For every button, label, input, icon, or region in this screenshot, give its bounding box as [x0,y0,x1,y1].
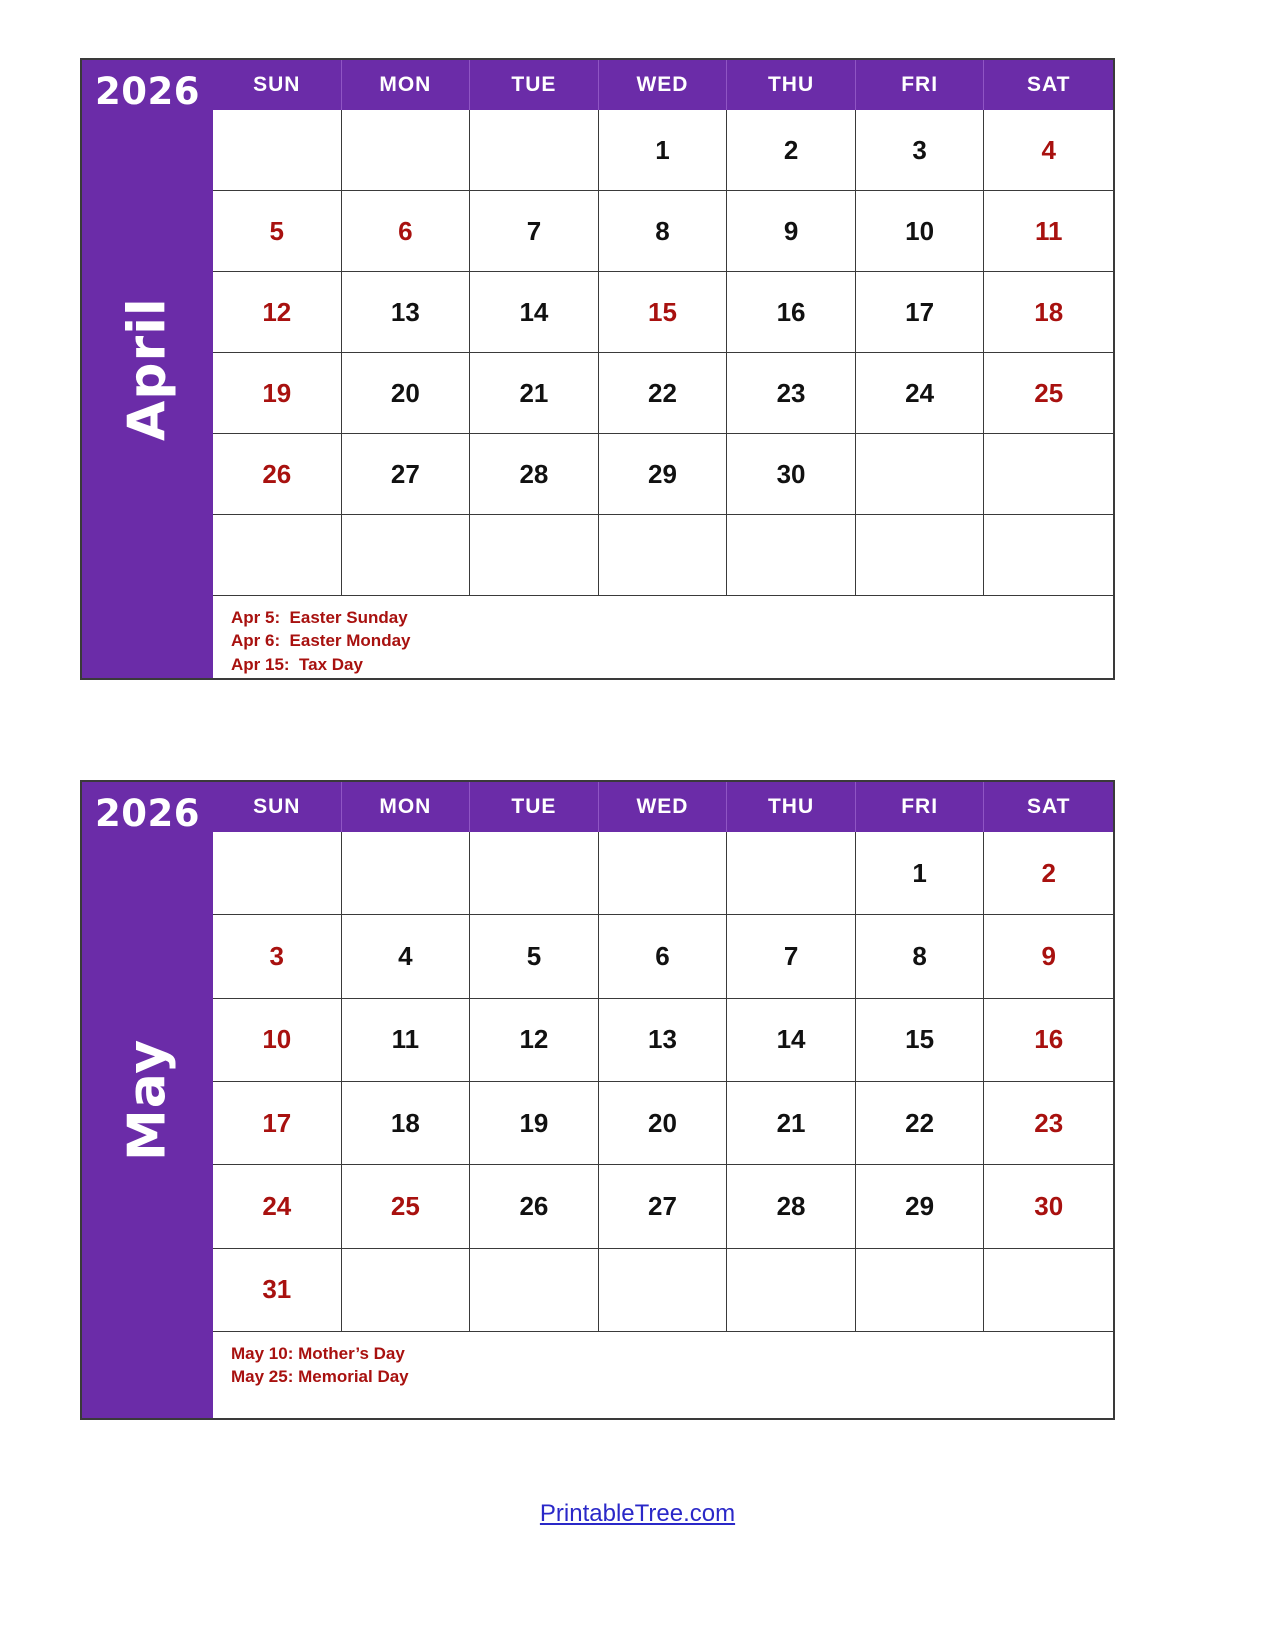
day-cell[interactable]: 20 [599,1082,728,1165]
day-cell[interactable] [856,515,985,596]
day-cell[interactable]: 7 [727,915,856,998]
day-cell[interactable]: 16 [727,272,856,353]
week-row [213,272,1113,353]
weekday-wed: WED [599,60,728,110]
holiday-notes-may [213,1332,1113,1418]
day-cell[interactable]: 11 [342,999,471,1082]
footer [0,1500,1275,1528]
day-cell[interactable]: 17 [213,1082,342,1165]
day-cell[interactable]: 7 [470,191,599,272]
day-cell[interactable]: 31 [213,1249,342,1332]
footer-link[interactable]: PrintableTree.com [539,1500,736,1527]
day-cell[interactable]: 5 [213,191,342,272]
day-cell[interactable]: 27 [342,434,471,515]
day-cell[interactable]: 15 [599,272,728,353]
day-cell[interactable]: 27 [599,1165,728,1248]
day-cell[interactable]: 21 [470,353,599,434]
day-cell[interactable] [727,832,856,915]
day-cell[interactable]: 28 [727,1165,856,1248]
month-name-may: May [117,1038,178,1162]
day-cell[interactable] [470,515,599,596]
week-row [213,1165,1113,1248]
day-cell[interactable]: 30 [984,1165,1113,1248]
day-cell[interactable]: 28 [470,434,599,515]
holiday-note: May 25: Memorial Day [231,1367,409,1387]
week-row [213,434,1113,515]
week-row [213,999,1113,1082]
week-row [213,191,1113,272]
day-cell[interactable]: 29 [856,1165,985,1248]
day-cell[interactable]: 20 [342,353,471,434]
weekday-fri: FRI [856,60,985,110]
day-cell[interactable]: 1 [599,110,728,191]
day-cell[interactable]: 4 [984,110,1113,191]
week-rows-april [213,110,1113,596]
month-sidebar-may [82,782,213,1418]
day-cell[interactable]: 2 [727,110,856,191]
day-cell[interactable] [213,110,342,191]
week-row [213,1082,1113,1165]
calendar-grid-april [213,60,1113,678]
day-cell[interactable]: 8 [856,915,985,998]
day-cell[interactable] [856,1249,985,1332]
week-row [213,915,1113,998]
week-row [213,1249,1113,1332]
day-cell[interactable]: 9 [727,191,856,272]
weekday-mon: MON [342,60,471,110]
day-cell[interactable]: 9 [984,915,1113,998]
holiday-note: May 10: Mother’s Day [231,1344,405,1363]
holiday-note: Apr 15: Tax Day [231,654,363,674]
weekday-thu: THU [727,60,856,110]
day-cell[interactable]: 26 [470,1165,599,1248]
calendar-grid-may [213,782,1113,1418]
day-cell[interactable]: 22 [856,1082,985,1165]
day-cell[interactable]: 3 [856,110,985,191]
day-cell[interactable] [470,110,599,191]
day-cell[interactable]: 16 [984,999,1113,1082]
holiday-notes-april [213,596,1113,678]
holiday-note: Apr 6: Easter Monday [231,631,411,651]
month-name-april: April [117,297,178,441]
day-cell[interactable]: 24 [856,353,985,434]
day-cell[interactable] [470,1249,599,1332]
day-cell[interactable]: 15 [856,999,985,1082]
day-cell[interactable]: 17 [856,272,985,353]
day-cell[interactable] [213,832,342,915]
day-cell[interactable]: 29 [599,434,728,515]
day-cell[interactable]: 21 [727,1082,856,1165]
weekday-fri: FRI [856,782,985,832]
day-cell[interactable] [470,832,599,915]
day-cell[interactable]: 2 [984,832,1113,915]
holiday-note: Apr 5: Easter Sunday [231,608,408,627]
year-label-april: 2026 [95,70,200,113]
day-cell[interactable]: 12 [470,999,599,1082]
day-cell[interactable] [856,434,985,515]
weekday-sun: SUN [213,60,342,110]
day-cell[interactable]: 8 [599,191,728,272]
weekday-tue: TUE [470,60,599,110]
day-cell[interactable]: 14 [470,272,599,353]
day-cell[interactable] [727,515,856,596]
day-cell[interactable]: 1 [856,832,985,915]
day-cell[interactable]: 23 [984,1082,1113,1165]
day-cell[interactable] [599,832,728,915]
weekday-header-may [213,782,1113,832]
day-cell[interactable]: 23 [727,353,856,434]
day-cell[interactable] [342,515,471,596]
day-cell[interactable]: 25 [984,353,1113,434]
week-row [213,515,1113,596]
day-cell[interactable]: 10 [213,999,342,1082]
weekday-tue: TUE [470,782,599,832]
day-cell[interactable]: 11 [984,191,1113,272]
day-cell[interactable]: 6 [599,915,728,998]
weekday-mon: MON [342,782,471,832]
day-cell[interactable]: 4 [342,915,471,998]
day-cell[interactable] [599,1249,728,1332]
day-cell[interactable]: 18 [984,272,1113,353]
day-cell[interactable] [213,515,342,596]
day-cell[interactable] [342,110,471,191]
day-cell[interactable] [984,1249,1113,1332]
week-row [213,832,1113,915]
day-cell[interactable]: 14 [727,999,856,1082]
day-cell[interactable]: 22 [599,353,728,434]
month-calendar-may [80,780,1115,1420]
year-label-may: 2026 [95,792,200,835]
weekday-sat: SAT [1026,795,1071,818]
weekday-sat: SAT [1026,73,1071,96]
day-cell[interactable] [342,832,471,915]
day-cell[interactable] [342,1249,471,1332]
day-cell[interactable]: 19 [213,353,342,434]
month-sidebar-april [82,60,213,678]
weekday-thu: THU [727,782,856,832]
weekday-wed: WED [599,782,728,832]
month-calendar-april [80,58,1115,680]
weekday-sun: SUN [213,782,342,832]
week-row [213,353,1113,434]
day-cell[interactable]: 13 [599,999,728,1082]
day-cell[interactable]: 12 [213,272,342,353]
day-cell[interactable]: 30 [727,434,856,515]
week-rows-may [213,832,1113,1332]
day-cell[interactable]: 10 [856,191,985,272]
day-cell[interactable]: 26 [213,434,342,515]
day-cell[interactable]: 19 [470,1082,599,1165]
day-cell[interactable]: 3 [213,915,342,998]
day-cell[interactable] [984,515,1113,596]
day-cell[interactable] [984,434,1113,515]
weekday-header-april [213,60,1113,110]
day-cell[interactable] [727,1249,856,1332]
week-row [213,110,1113,191]
day-cell[interactable]: 25 [342,1165,471,1248]
day-cell[interactable]: 24 [213,1165,342,1248]
day-cell[interactable]: 13 [342,272,471,353]
day-cell[interactable]: 6 [342,191,471,272]
day-cell[interactable] [599,515,728,596]
day-cell[interactable]: 18 [342,1082,471,1165]
day-cell[interactable]: 5 [470,915,599,998]
